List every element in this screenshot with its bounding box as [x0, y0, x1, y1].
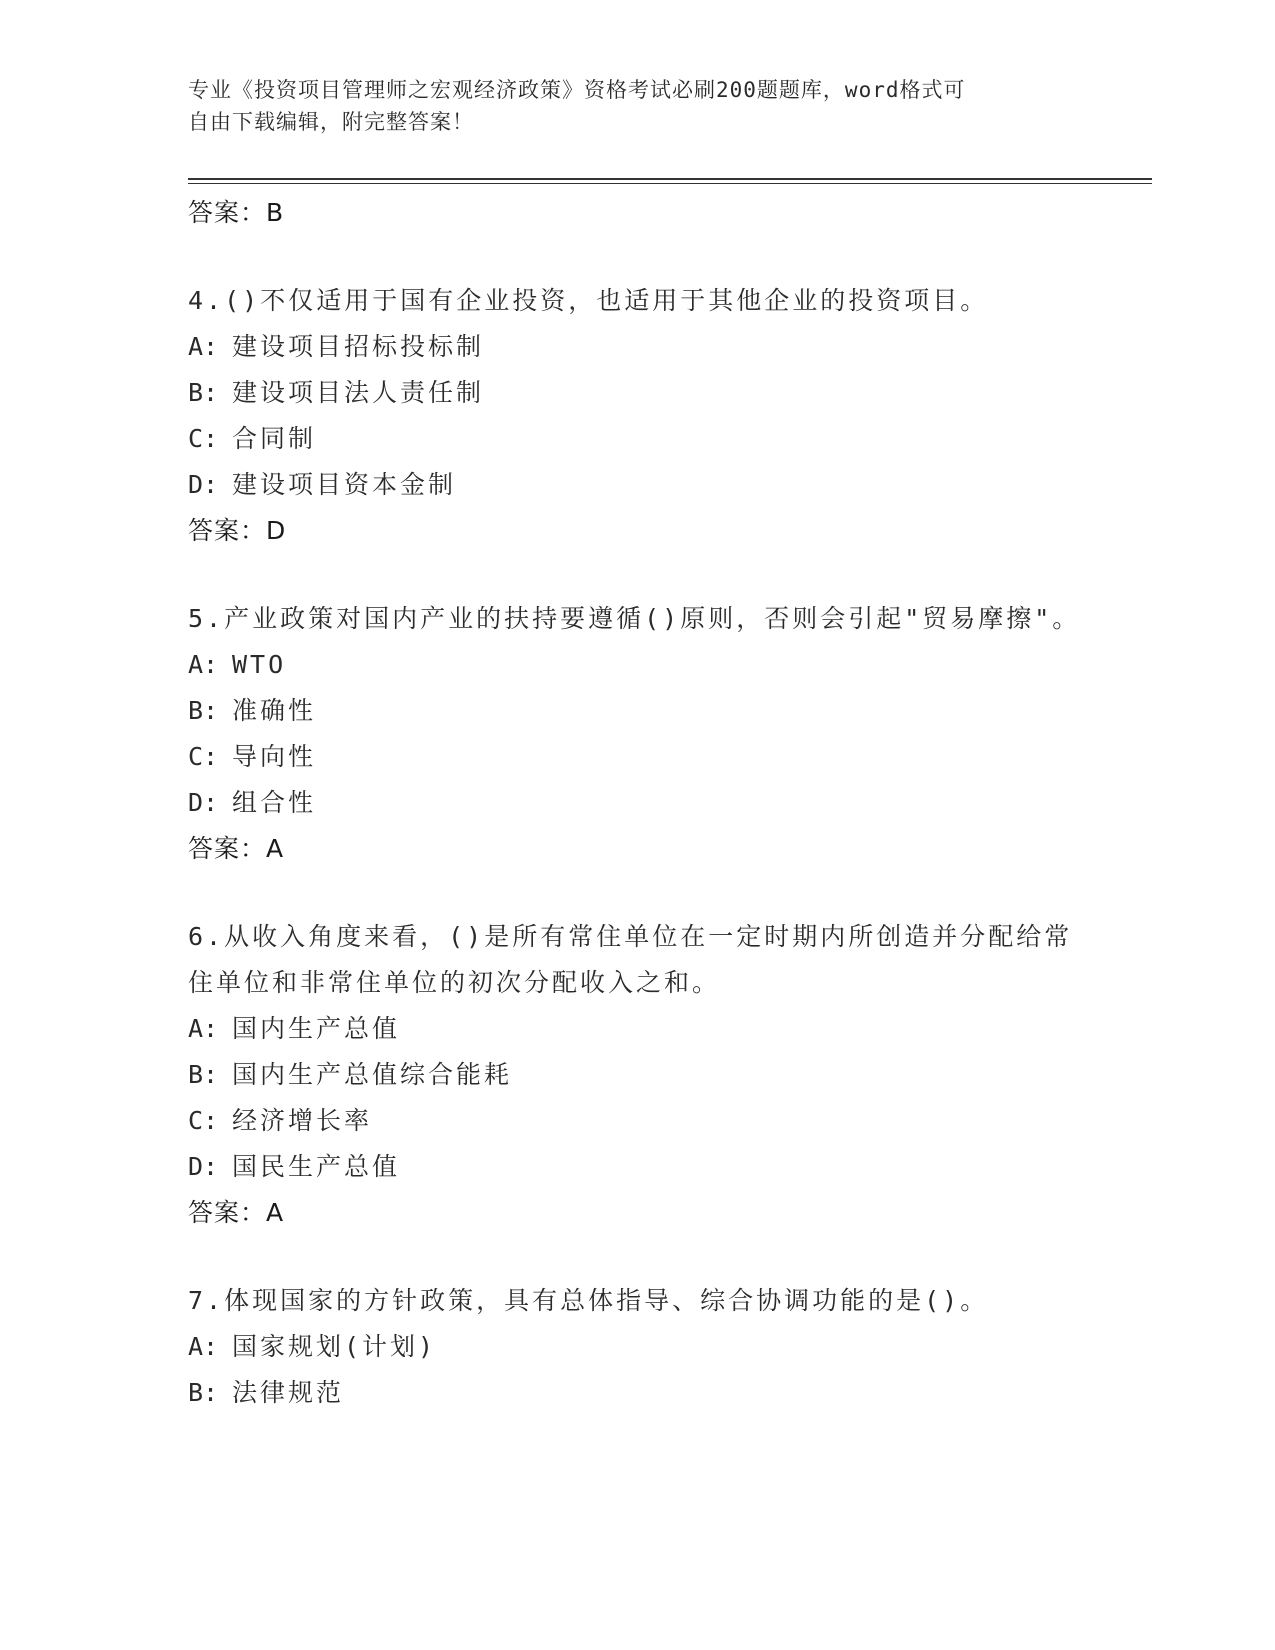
option-letter: D: [188, 788, 219, 817]
option-text: 准确性 [232, 696, 317, 725]
option-text: 合同制 [232, 424, 317, 453]
option-letter: B: [188, 1378, 219, 1407]
option-b [188, 688, 1088, 734]
option-letter: A: [188, 332, 219, 361]
option-a [188, 324, 1088, 370]
header-divider-thick [188, 178, 1152, 180]
option-text: 国民生产总值 [232, 1152, 401, 1181]
option-text: 国内生产总值综合能耗 [232, 1060, 513, 1089]
option-c [188, 1098, 1088, 1144]
option-a [188, 642, 1088, 688]
answer-line: 答案：D [188, 516, 287, 545]
option-text: WTO [232, 650, 287, 679]
option-text: 建设项目法人责任制 [232, 378, 485, 407]
option-letter: B: [188, 378, 219, 407]
question-text: 4.()不仅适用于国有企业投资，也适用于其他企业的投资项目。 [188, 286, 989, 315]
option-c [188, 734, 1088, 780]
option-d [188, 780, 1088, 826]
option-letter: B: [188, 696, 219, 725]
option-letter: C: [188, 742, 219, 771]
option-c [188, 416, 1088, 462]
question-list [188, 190, 1088, 1416]
option-text: 导向性 [232, 742, 317, 771]
option-letter: C: [188, 424, 219, 453]
option-text: 经济增长率 [232, 1106, 373, 1135]
document-header [188, 74, 1068, 138]
option-b [188, 370, 1088, 416]
option-letter: A: [188, 650, 219, 679]
option-letter: C: [188, 1106, 219, 1135]
option-text: 建设项目招标投标制 [232, 332, 485, 361]
option-letter: A: [188, 1014, 219, 1043]
option-d [188, 462, 1088, 508]
option-b [188, 1052, 1088, 1098]
option-letter: D: [188, 1152, 219, 1181]
question-5 [188, 596, 1088, 872]
option-letter: A: [188, 1332, 219, 1361]
option-text: 组合性 [232, 788, 317, 817]
header-divider-thin [188, 183, 1152, 184]
option-text: 建设项目资本金制 [232, 470, 457, 499]
header-line-1: 专业《投资项目管理师之宏观经济政策》资格考试必刷200题题库，word格式可 [188, 78, 966, 102]
option-b [188, 1370, 1088, 1416]
option-a [188, 1324, 1088, 1370]
option-text: 法律规范 [232, 1378, 345, 1407]
option-a [188, 1006, 1088, 1052]
option-letter: D: [188, 470, 219, 499]
option-letter: B: [188, 1060, 219, 1089]
question-7 [188, 1278, 1088, 1416]
option-text: 国内生产总值 [232, 1014, 401, 1043]
answer-line: 答案：A [188, 1198, 285, 1227]
option-text: 国家规划(计划) [232, 1332, 437, 1361]
question-text: 7.体现国家的方针政策，具有总体指导、综合协调功能的是()。 [188, 1286, 989, 1315]
header-line-2: 自由下载编辑，附完整答案！ [188, 110, 474, 134]
option-d [188, 1144, 1088, 1190]
answer-line: 答案：B [188, 198, 285, 227]
question-text: 5.产业政策对国内产业的扶持要遵循()原则，否则会引起"贸易摩擦"。 [188, 604, 1081, 633]
question-6 [188, 914, 1088, 1236]
question-text: 6.从收入角度来看，()是所有常住单位在一定时期内所创造并分配给常住单位和非常住单位的初次分配收入之和。 [188, 922, 1073, 997]
question-4 [188, 278, 1088, 554]
answer-line: 答案：A [188, 834, 285, 863]
